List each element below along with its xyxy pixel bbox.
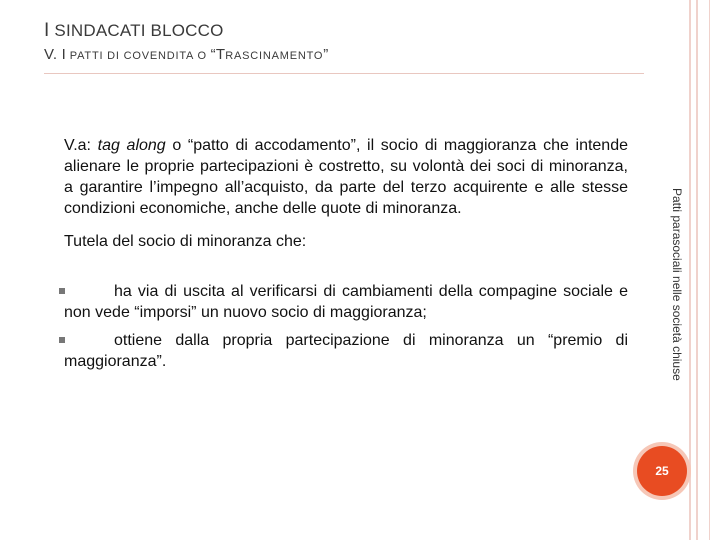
para1-italic-term: tag along xyxy=(97,137,166,154)
decorative-line xyxy=(696,0,698,540)
title-rest: SINDACATI BLOCCO xyxy=(49,21,224,40)
paragraph-tutela: Tutela del socio di minoranza che: xyxy=(64,233,307,250)
bullet-text: ottiene dalla propria partecipazione di minoranza un “premio di maggioranza”. xyxy=(64,332,628,370)
decorative-line xyxy=(709,0,710,540)
decorative-line xyxy=(689,0,691,540)
header-divider xyxy=(44,73,644,74)
bullet-list xyxy=(44,281,628,379)
paragraph-tag-along xyxy=(64,135,628,219)
subtitle-quote-close: ” xyxy=(323,46,329,63)
slide-subtitle xyxy=(44,46,328,63)
square-bullet-icon xyxy=(59,337,65,343)
list-item xyxy=(44,281,628,323)
list-item xyxy=(44,330,628,372)
bullet-text: ha via di uscita al verificarsi di cambiamenti della compagine sociale e non vede “imporsi” un nuovo socio di maggioranza; xyxy=(64,283,628,321)
side-label: Patti parasociali nelle società chiuse xyxy=(670,188,684,381)
title-initial: I xyxy=(44,20,50,41)
subtitle-quote-open: “T xyxy=(210,46,226,63)
slide-body xyxy=(64,135,628,252)
subtitle-part-a: PATTI DI COVENDITA O xyxy=(65,50,211,62)
para1-prefix: V.a: xyxy=(64,137,98,154)
subtitle-section: V. I xyxy=(44,46,66,63)
page-number: 25 xyxy=(637,446,687,496)
slide-title xyxy=(44,20,224,42)
para1-text: o “patto di accodamento”, il socio di maggioranza che intende alienare le proprie partecipazioni è costretto, su volontà dei soci di minoranza, a garantire l’impegno all’acquisto, da parte del terzo acquirente e alle stesse condizioni economiche, anche delle quote di minoranza. xyxy=(64,137,629,217)
square-bullet-icon xyxy=(59,288,65,294)
subtitle-part-b: RASCINAMENTO xyxy=(225,50,324,62)
